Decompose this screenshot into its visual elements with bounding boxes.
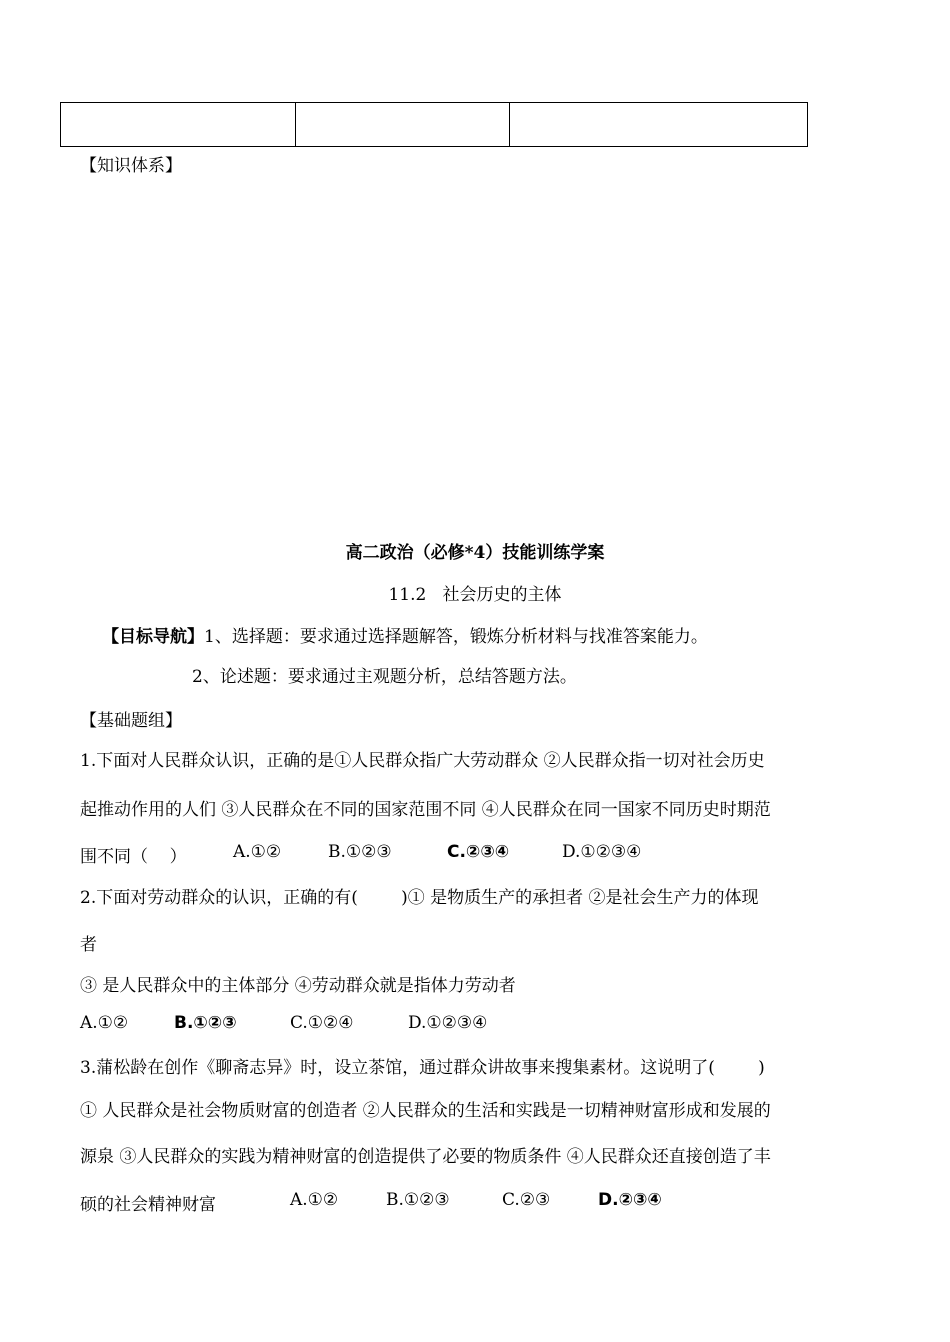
goals-item-2: 2、论述题：要求通过主观题分析，总结答题方法。 — [192, 667, 577, 687]
q3-option-c: C.②③ — [502, 1190, 551, 1210]
knowledge-header: 【知识体系】 — [80, 156, 182, 176]
table-cell — [296, 103, 510, 147]
q1-option-d: D.①②③④ — [562, 842, 642, 862]
q2-option-a: A.①② — [80, 1013, 129, 1033]
header-table — [60, 102, 808, 147]
q2-line-2: 者 — [80, 935, 97, 955]
q1-line-1: 1.下面对人民群众认识，正确的是①人民群众指广大劳动群众 ②人民群众指一切对社会历史 — [80, 751, 765, 771]
q1-line-3: 围不同（ ） — [80, 847, 187, 867]
q3-option-a: A.①② — [290, 1190, 339, 1210]
page-title: 高二政治（必修*4）技能训练学案 — [345, 543, 605, 563]
page-subtitle: 11.2 社会历史的主体 — [388, 585, 562, 605]
q2-line-1: 2.下面对劳动群众的认识，正确的有( )① 是物质生产的承担者 ②是社会生产力的体现 — [80, 888, 759, 908]
basic-header: 【基础题组】 — [80, 711, 182, 731]
q3-option-b: B.①②③ — [386, 1190, 450, 1210]
q1-option-a: A.①② — [233, 842, 282, 862]
goals-line-1 — [102, 622, 708, 647]
goals-label: 【目标导航】 — [102, 627, 204, 647]
q3-option-d: D.②③④ — [598, 1190, 662, 1210]
q1-option-c: C.②③④ — [447, 842, 510, 862]
q1-option-b: B.①②③ — [328, 842, 392, 862]
q1-line-3-row — [80, 842, 642, 867]
q2-option-b: B.①②③ — [174, 1013, 237, 1033]
table-cell — [61, 103, 296, 147]
goals-item-1: 1、选择题：要求通过选择题解答，锻炼分析材料与找准答案能力。 — [204, 627, 708, 647]
q2-options — [80, 1013, 680, 1037]
table-cell — [510, 103, 808, 147]
q2-line-3: ③ 是人民群众中的主体部分 ④劳动群众就是指体力劳动者 — [80, 976, 516, 996]
q3-line-4-row — [80, 1190, 720, 1214]
q2-option-c: C.①②④ — [290, 1013, 354, 1033]
q1-line-2: 起推动作用的人们 ③人民群众在不同的国家范围不同 ④人民群众在同一国家不同历史时期范 — [80, 800, 771, 820]
q3-line-3: 源泉 ③人民群众的实践为精神财富的创造提供了必要的物质条件 ④人民群众还直接创造了丰 — [80, 1147, 771, 1167]
q2-option-d: D.①②③④ — [408, 1013, 488, 1033]
q3-line-2: ① 人民群众是社会物质财富的创造者 ②人民群众的生活和实践是一切精神财富形成和发展的 — [80, 1101, 771, 1121]
q3-line-1: 3.蒲松龄在创作《聊斋志异》时，设立茶馆，通过群众讲故事来搜集素材。这说明了( ) — [80, 1058, 765, 1078]
q3-line-4: 硕的社会精神财富 — [80, 1195, 216, 1215]
